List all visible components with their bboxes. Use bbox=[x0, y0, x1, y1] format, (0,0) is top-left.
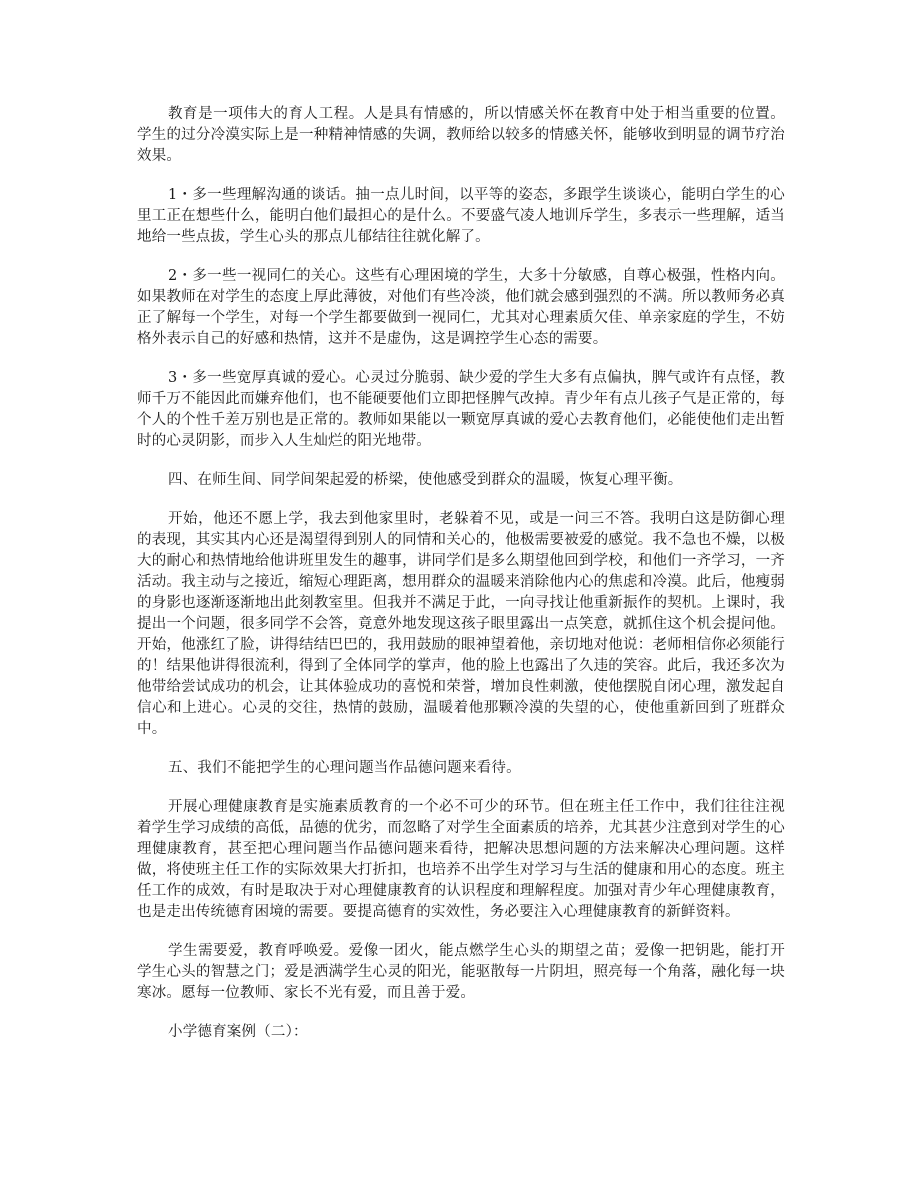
section-heading-5: 五、我们不能把学生的心理问题当作品德问题来看待。 bbox=[168, 760, 521, 776]
paragraph-intro: 教育是一项伟大的育人工程。人是具有情感的，所以情感关怀在教育中处于相当重要的位置。学生的过分冷漠实际上是一种精神情感的失调，教师给以较多的情感关怀，能够收到明显的调节疗治效果。 bbox=[137, 106, 785, 164]
paragraph-mental-health: 开展心理健康教育是实施素质教育的一个必不可少的环节。但在班主任工作中，我们往往注视着学生学习成绩的高低，品德的优劣，而忽略了对学生全面素质的培养，尤其甚少注意到对学生的心理健康教育，甚至把心理问题当作品德问题来看待，把解决思想问题的方法来解决心理问题。这样做，将使班主任工作的实际效果大打折扣，也培养不出学生对学习与生活的健康和用心的态度。班主任工作的成效，有时是取决于对心理健康教育的认识程度和理解程度。加强对青少年心理健康教育，也是走出传统德育困境的需要。要提高德育的实效性，务必要注入心理健康教育的新鲜资料。 bbox=[137, 799, 785, 920]
paragraph-story: 开始，他还不愿上学，我去到他家里时，老躲着不见，或是一问三不答。我明白这是防御心理的表现，其实其内心还是渴望得到别人的同情和关心的，他极需要被爱的感觉。我不急也不燥，以极大的耐心和热情地给他讲班里发生的趣事，讲同学们是多么期望他回到学校，和他们一齐学习，一齐活动。我主动与之接近，缩短心理距离，想用群众的温暖来消除他内心的焦虑和冷漠。此后，他瘦弱的身影也逐渐逐渐地出此刻教室里。但我并不满足于此，一向寻找让他重新振作的契机。上课时，我提出一个问题，很多同学不会答，竟意外地发现这孩子眼里露出一点笑意，就抓住这个机会提问他。开始，他涨红了脸，讲得结结巴巴的，我用鼓励的眼神望着他，亲切地对他说：老师相信你必须能行的！结果他讲得很流利，得到了全体同学的掌声，他的脸上也露出了久违的笑容。此后，我还多次为他带给尝试成功的机会，让其体验成功的喜悦和荣誉，增加良性刺激，使他摆脱自闭心理，激发起自信心和上进心。心灵的交往，热情的鼓励，温暖着他那颗冷漠的失望的心，使他重新回到了班群众中。 bbox=[137, 511, 785, 737]
section-heading-4: 四、在师生间、同学间架起爱的桥梁，使他感受到群众的温暖，恢复心理平衡。 bbox=[168, 472, 683, 488]
document-body bbox=[137, 104, 785, 1061]
paragraph-item-1: 1・多一些理解沟通的谈话。抽一点儿时间，以平等的姿态，多跟学生谈谈心，能明白学生的心里工正在想些什么，能明白他们最担心的是什么。不要盛气凌人地训斥学生，多表示一些理解，适当地给一些点拔，学生心头的那点儿郁结往往就化解了。 bbox=[137, 187, 785, 245]
paragraph-item-2: 2・多一些一视同仁的关心。这些有心理困境的学生，大多十分敏感，自尊心极强，性格内向。如果教师在对学生的态度上厚此薄彼，对他们有些冷淡，他们就会感到强烈的不满。所以教师务必真正了解每一个学生，对每一个学生都要做到一视同仁，尤其对心理素质欠佳、单亲家庭的学生，不妨格外表示自己的好感和热情，这并不是虚伪，这是调控学生心态的需要。 bbox=[137, 268, 785, 347]
paragraph-item-3: 3・多一些宽厚真诚的爱心。心灵过分脆弱、缺少爱的学生大多有点偏执，脾气或许有点怪，教师千万不能因此而嫌弃他们，也不能硬要他们立即把怪脾气改掉。青少年有点儿孩子气是正常的，每个人的个性千差万别也是正常的。教师如果能以一颗宽厚真诚的爱心去教育他们，必能使他们走出暂时的心灵阴影，而步入人生灿烂的阳光地带。 bbox=[137, 370, 785, 449]
paragraph-love: 学生需要爱，教育呼唤爱。爱像一团火，能点燃学生心头的期望之苗；爱像一把钥匙，能打开学生心头的智慧之门；爱是洒满学生心灵的阳光，能驱散每一片阴坦，照亮每一个角落，融化每一块寒冰。愿每一位教师、家长不光有爱，而且善于爱。 bbox=[137, 943, 785, 1001]
paragraph-case-title: 小学德育案例（二）： bbox=[168, 1024, 308, 1040]
